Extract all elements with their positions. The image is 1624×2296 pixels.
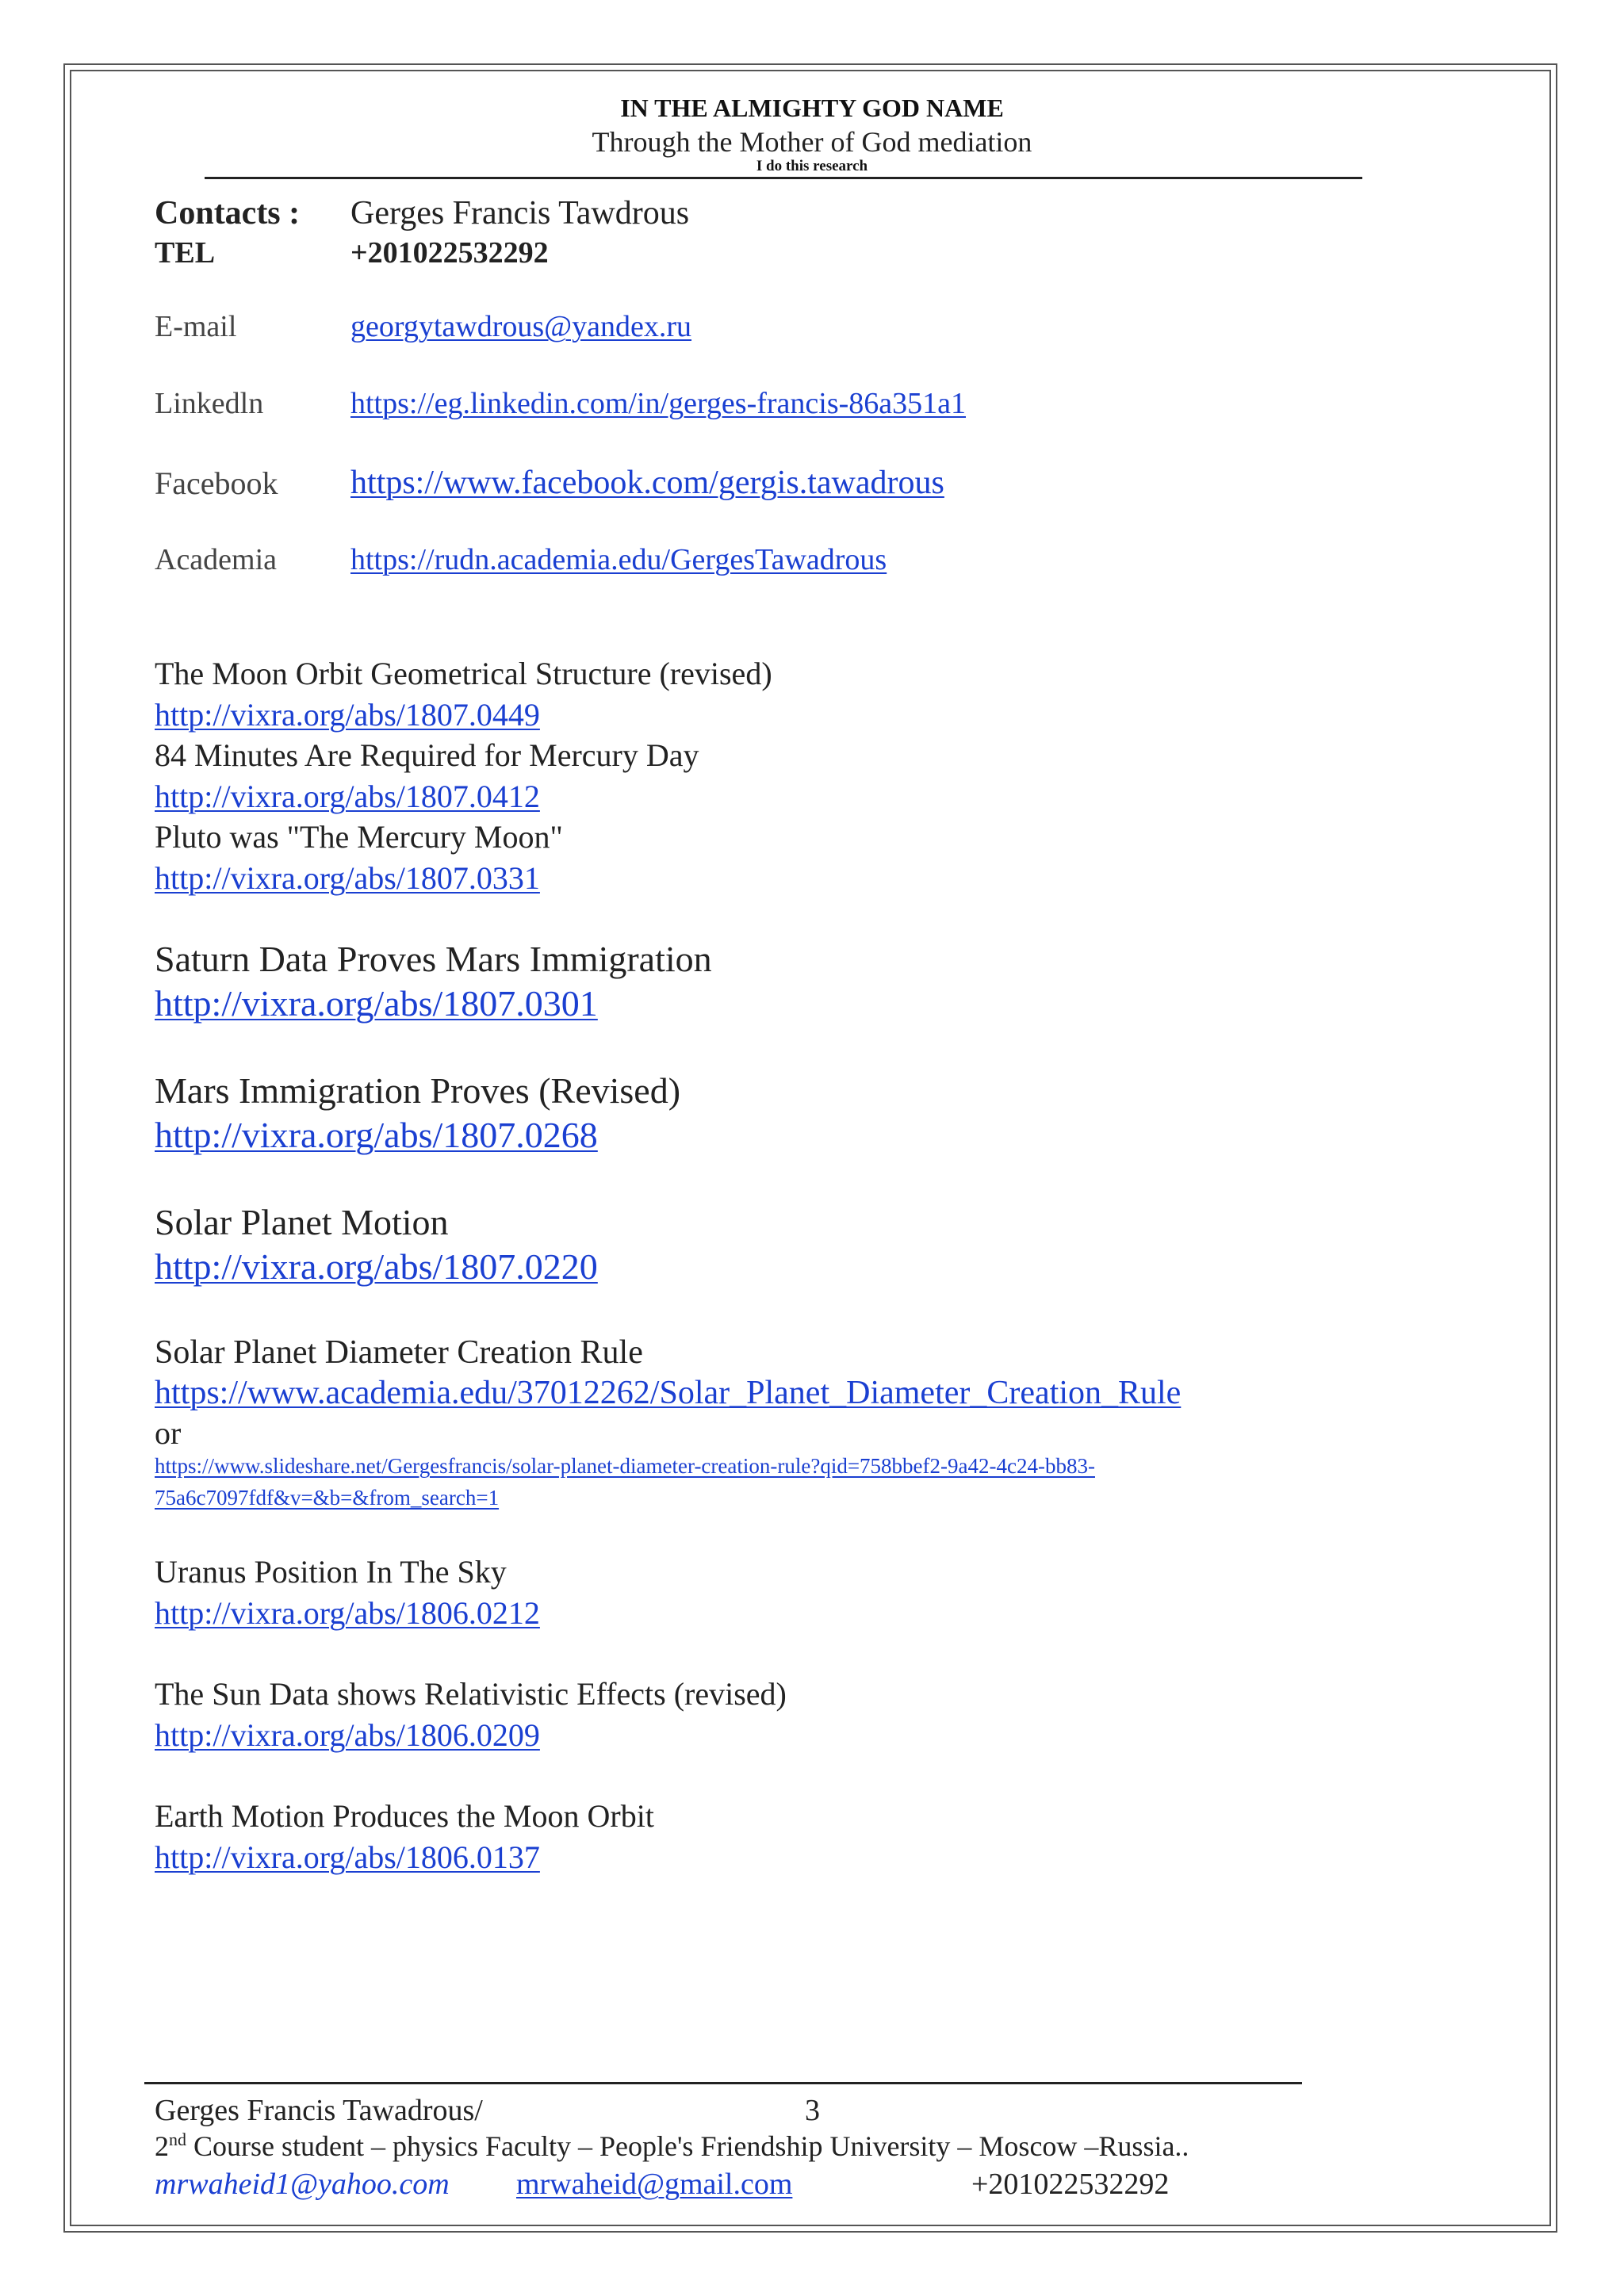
header-small-note: I do this research: [756, 158, 868, 174]
footer-email-1[interactable]: mrwaheid1@yahoo.com: [155, 2168, 450, 2201]
footer-course-line: [155, 2131, 1189, 2160]
linkedin-link[interactable]: https://eg.linkedin.com/in/gerges-francis-86a351a1: [350, 387, 966, 420]
tel-value: +201022532292: [350, 236, 549, 270]
contacts-name: Gerges Francis Tawdrous: [350, 195, 690, 232]
tel-label: TEL: [155, 236, 216, 270]
paper-title: Earth Motion Produces the Moon Orbit: [155, 1798, 654, 1834]
footer-rule: [144, 2082, 1302, 2084]
paper-link[interactable]: http://vixra.org/abs/1807.0268: [155, 1115, 598, 1155]
facebook-label: Facebook: [155, 465, 278, 501]
header-rule: [205, 177, 1362, 179]
footer-author: Gerges Francis Tawadrous/: [155, 2094, 483, 2127]
paper-link[interactable]: http://vixra.org/abs/1807.0449: [155, 697, 540, 733]
facebook-link[interactable]: https://www.facebook.com/gergis.tawadrous: [350, 465, 944, 501]
paper-title: The Moon Orbit Geometrical Structure (revised): [155, 656, 772, 691]
email-link[interactable]: georgytawdrous@yandex.ru: [350, 310, 692, 343]
email-label: E-mail: [155, 310, 237, 343]
course-ordinal: 2: [155, 2130, 169, 2162]
paper-link[interactable]: http://vixra.org/abs/1807.0412: [155, 779, 540, 814]
paper-title: Pluto was "The Mercury Moon": [155, 819, 563, 855]
paper-title: Uranus Position In The Sky: [155, 1554, 507, 1590]
paper-link[interactable]: http://vixra.org/abs/1806.0137: [155, 1839, 540, 1875]
course-ordinal-suffix: nd: [169, 2130, 186, 2149]
header-subtitle: Through the Mother of God mediation: [592, 126, 1032, 158]
paper-title: Solar Planet Motion: [155, 1202, 449, 1242]
paper-title: 84 Minutes Are Required for Mercury Day: [155, 737, 699, 773]
paper-title: Saturn Data Proves Mars Immigration: [155, 939, 712, 979]
paper-link[interactable]: http://vixra.org/abs/1806.0212: [155, 1595, 540, 1631]
academia-link[interactable]: https://rudn.academia.edu/GergesTawadrous: [350, 543, 887, 576]
academia-label: Academia: [155, 543, 278, 576]
contacts-label: Contacts :: [155, 195, 301, 232]
linkedin-label: Linkedln: [155, 387, 264, 420]
paper-link[interactable]: https://www.academia.edu/37012262/Solar_Planet_Diameter_Creation_Rule: [155, 1375, 1182, 1411]
page-number: 3: [805, 2094, 820, 2127]
or-text: or: [155, 1415, 182, 1451]
paper-title: Mars Immigration Proves (Revised): [155, 1070, 681, 1111]
paper-alt-link[interactable]: https://www.slideshare.net/Gergesfrancis/solar-planet-diameter-creation-rule?qid=758bbef2-9a42-4c24-bb83-: [155, 1454, 1095, 1478]
paper-link[interactable]: http://vixra.org/abs/1806.0209: [155, 1717, 540, 1753]
paper-title: Solar Planet Diameter Creation Rule: [155, 1334, 643, 1371]
paper-link[interactable]: http://vixra.org/abs/1807.0331: [155, 860, 540, 896]
paper-title: The Sun Data shows Relativistic Effects (revised): [155, 1676, 787, 1712]
header-title: IN THE ALMIGHTY GOD NAME: [620, 94, 1004, 122]
footer-phone: +201022532292: [971, 2168, 1170, 2201]
paper-link[interactable]: http://vixra.org/abs/1807.0220: [155, 1246, 598, 1287]
footer-email-2[interactable]: mrwaheid@gmail.com: [516, 2168, 793, 2201]
course-text: Course student – physics Faculty – People's Friendship University – Moscow –Russia..: [186, 2130, 1189, 2162]
paper-alt-link-cont[interactable]: 75a6c7097fdf&v=&b=&from_search=1: [155, 1486, 500, 1510]
paper-link[interactable]: http://vixra.org/abs/1807.0301: [155, 983, 598, 1024]
